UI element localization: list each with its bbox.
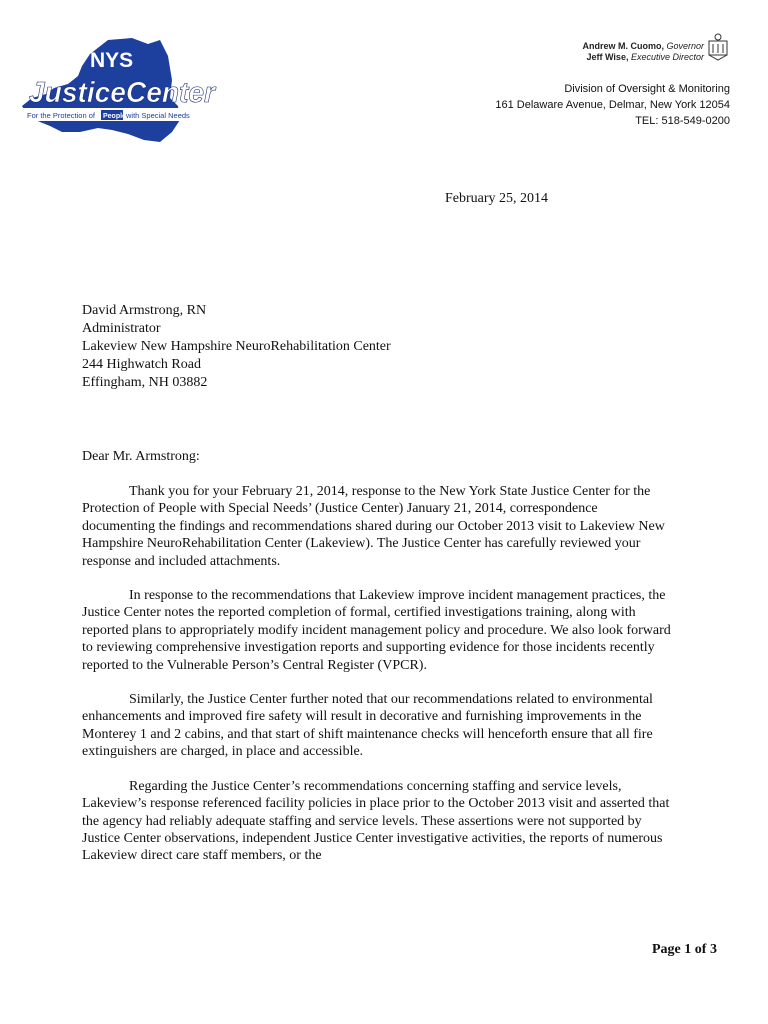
official-governor <box>520 41 704 52</box>
official-name: Andrew M. Cuomo, <box>582 41 664 51</box>
letter-date: February 25, 2014 <box>445 191 549 206</box>
page-number <box>652 942 717 958</box>
page-total: 3 <box>709 942 717 957</box>
letter-body <box>82 483 672 882</box>
office-address <box>430 81 730 129</box>
body-paragraph: In response to the recommendations that Lakeview improve incident management practices, the Justice Center notes the reported completion of formal, certified investigations training, along with reported plans to appropriately modify incident management policy and procedure. We also look forward to reviewing comprehensive investigation reports and supporting evidence for those incidents recently reported to the Vulnerable Person’s Central Register (VPCR). <box>82 588 671 673</box>
body-paragraph: Thank you for your February 21, 2014, response to the New York State Justice Center for the Protection of People with Special Needs’ (Justice Center) January 21, 2014, correspondence documenting the findings and recommendations shared during our October 2013 visit to Lakeview New Hampshire NeuroRehabilitation Center (Lakeview). The Justice Center has carefully reviewed your response and included attachments. <box>82 484 665 569</box>
logo-tagline-people: People <box>103 113 126 120</box>
street-address: 161 Delaware Avenue, Delmar, New York 12054 <box>495 99 730 111</box>
logo-nys: NYS <box>90 49 134 72</box>
recipient-organization: Lakeview New Hampshire NeuroRehabilitation Center <box>82 339 391 354</box>
recipient-title: Administrator <box>82 321 161 336</box>
logo-tagline-end: with Special Needs <box>126 111 190 120</box>
official-director <box>520 52 704 63</box>
official-title: Executive Director <box>630 52 704 62</box>
logo-name: JusticeCenter <box>29 77 217 109</box>
division-name: Division of Oversight & Monitoring <box>564 83 730 95</box>
recipient-city: Effingham, NH 03882 <box>82 375 208 390</box>
body-paragraph: Similarly, the Justice Center further noted that our recommendations related to environmental enhancements and improved fire safety will result in decorative and furnishing improvements in the Monterey 1 and 2 cabins, and that start of shift maintenance checks will henceforth ensure that all fire extinguishers are charged, in place and accessible. <box>82 692 653 760</box>
recipient-name: David Armstrong, RN <box>82 303 207 318</box>
official-title: Governor <box>666 41 704 51</box>
page-current: 1 <box>684 942 692 957</box>
official-name: Jeff Wise, <box>586 52 629 62</box>
recipient-block <box>82 302 391 392</box>
justice-center-logo <box>20 36 225 148</box>
nys-seal-icon <box>705 32 731 62</box>
phone-number: TEL: 518-549-0200 <box>635 115 730 127</box>
logo-tagline-start: For the Protection of <box>27 111 95 120</box>
officials-block <box>520 41 704 63</box>
salutation: Dear Mr. Armstrong: <box>82 449 200 464</box>
page-label: Page <box>652 942 681 957</box>
page-of: of <box>694 942 707 957</box>
recipient-street: 244 Highwatch Road <box>82 357 201 372</box>
body-paragraph: Regarding the Justice Center’s recommendations concerning staffing and service levels, Lakeview’s response referenced facility policies in place prior to the October 2013 visit and asserted that the agency had reliably adequate staffing and service levels. These assertions were not supported by Justice Center observations, independent Justice Center investigative activities, the reports of numerous Lakeview direct care staff members, or the <box>82 778 670 864</box>
